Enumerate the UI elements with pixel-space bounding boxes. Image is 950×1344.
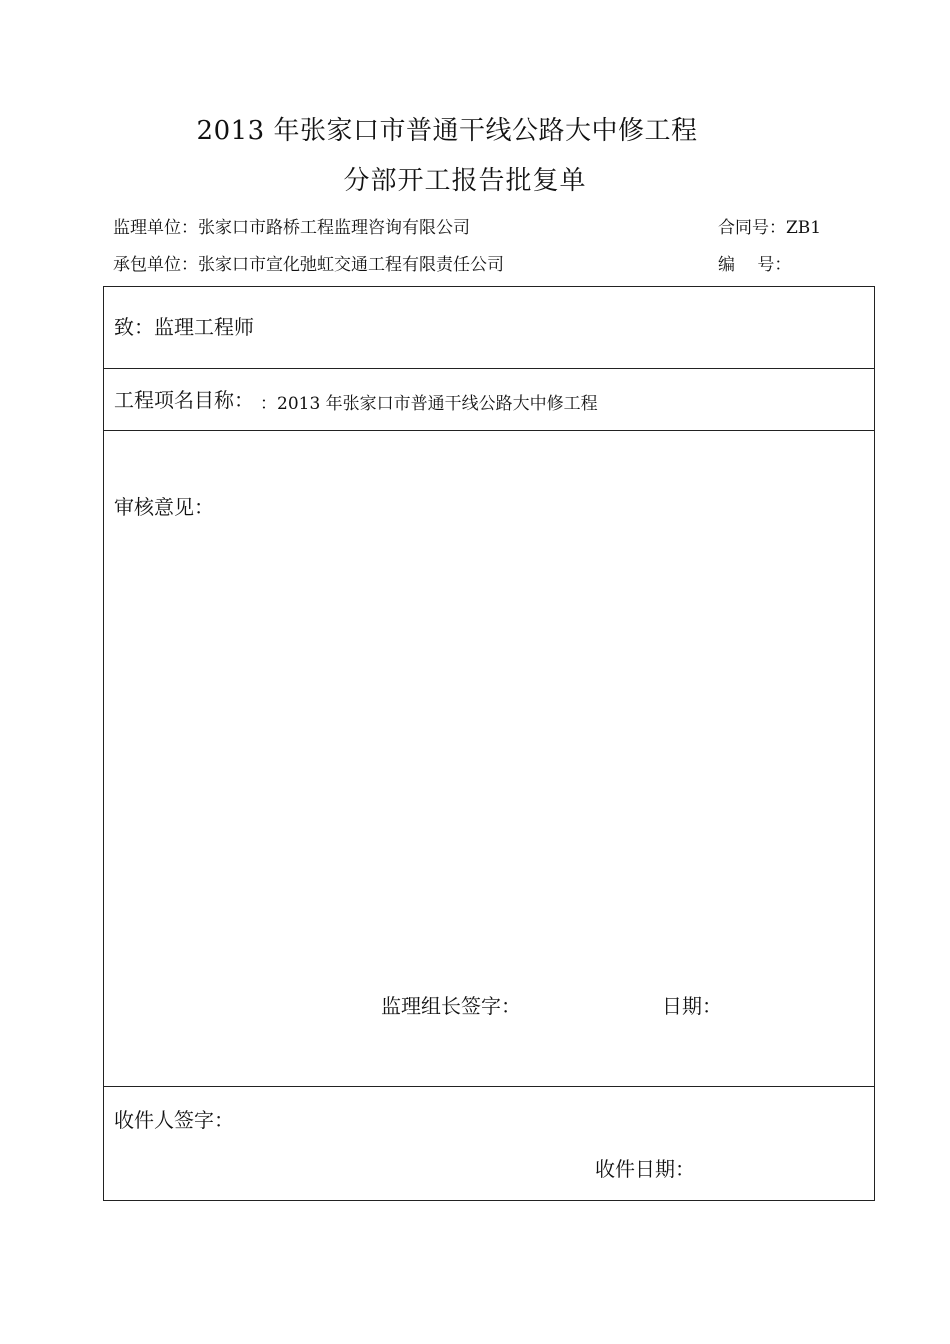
supervision-unit: 监理单位：张家口市路桥工程监理咨询有限公司 xyxy=(113,218,470,238)
receiver-signature-label: 收件人签字： xyxy=(114,1108,234,1132)
receiver-row xyxy=(104,1086,874,1200)
project-name-label: 工程项名目称： xyxy=(114,388,254,412)
approval-form-table xyxy=(103,286,875,1201)
document-title-line2: 分部开工报告批复单 xyxy=(343,166,587,196)
project-name-value: ：2013 年张家口市普通干线公路大中修工程 xyxy=(260,394,598,414)
contract-number: 合同号：ZB1 xyxy=(718,218,822,238)
document-title-line1: 2013 年张家口市普通干线公路大中修工程 xyxy=(196,116,698,146)
receive-date-label: 收件日期： xyxy=(595,1157,695,1181)
review-opinion-label: 审核意见： xyxy=(114,495,214,519)
addressee-row xyxy=(104,287,874,368)
serial-number: 编 号： xyxy=(718,255,792,275)
review-date-label: 日期： xyxy=(662,994,722,1018)
contractor-unit: 承包单位：张家口市宣化弛虹交通工程有限责任公司 xyxy=(113,255,504,275)
review-opinion-row xyxy=(104,430,874,1086)
project-name-row xyxy=(104,368,874,431)
supervisor-signature-label: 监理组长签字： xyxy=(381,994,521,1018)
addressee-label: 致：监理工程师 xyxy=(114,315,254,339)
